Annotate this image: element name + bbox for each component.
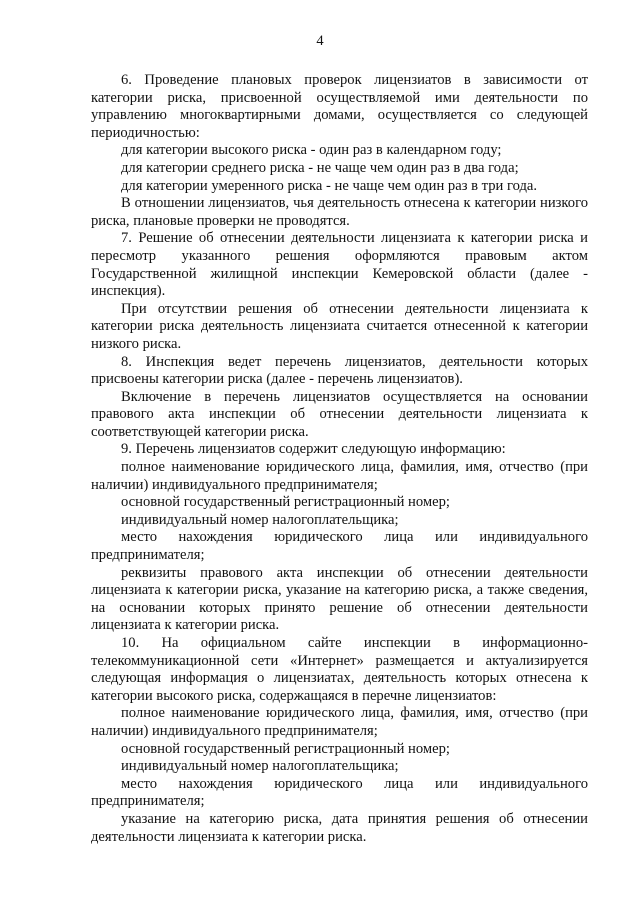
document-body bbox=[91, 72, 588, 846]
paragraph-inclusion: Включение в перечень лицензиатов осуществляется на основании правового акта инспекции об отнесении деятельности лицензиата к соответствующей категории риска. bbox=[91, 388, 588, 440]
list-item-inn: индивидуальный номер налогоплательщика; bbox=[121, 511, 399, 528]
list-item-full-name: полное наименование юридического лица, фамилия, имя, отчество (при наличии) индивидуального предпринимателя; bbox=[91, 459, 588, 493]
page-number: 4 bbox=[316, 33, 324, 49]
paragraph-10: 10. На официальном сайте инспекции в информационно-телекоммуникационной сети «Интернет» размещается и актуализируется следующая информация о лицензиатах, деятельность которых отнесена к категории высокого риска, содержащаяся в перечне лицензиатов: bbox=[91, 635, 588, 704]
paragraph-6: 6. Проведение плановых проверок лицензиатов в зависимости от категории риска, присвоенной осуществляемой ими деятельности по управлению многоквартирными домами, осуществляется со следующей периодичностью: bbox=[91, 72, 588, 141]
list-item-act-details: реквизиты правового акта инспекции об отнесении деятельности лицензиата к категории риска, указание на категорию риска, а также сведения, на основании которых принято решение об отнесении деятельности лицензиата к категории риска. bbox=[91, 564, 588, 634]
list-item-inn-2: индивидуальный номер налогоплательщика; bbox=[121, 758, 399, 775]
list-item-ogrn-2: основной государственный регистрационный номер; bbox=[121, 740, 450, 757]
paragraph-8: 8. Инспекция ведет перечень лицензиатов, деятельности которых присвоены категории риска (далее - перечень лицензиатов). bbox=[91, 353, 588, 388]
list-item-full-name-2: полное наименование юридического лица, фамилия, имя, отчество (при наличии) индивидуального предпринимателя; bbox=[91, 705, 588, 739]
list-item-ogrn: основной государственный регистрационный номер; bbox=[121, 494, 450, 511]
list-item-location: место нахождения юридического лица или индивидуального предпринимателя; bbox=[91, 529, 588, 564]
list-item-moderate-risk: для категории умеренного риска - не чаще чем один раз в три года. bbox=[121, 177, 538, 194]
paragraph-7: 7. Решение об отнесении деятельности лицензиата к категории риска и пересмотр указанного решения оформляются правовым актом Государственной жилищной инспекции Кемеровской области (далее - инспекция). bbox=[91, 230, 588, 300]
list-item-location-2: место нахождения юридического лица или индивидуального предпринимателя; bbox=[91, 775, 588, 810]
paragraph-low-risk: В отношении лицензиатов, чья деятельность отнесена к категории низкого риска, плановые проверки не проводятся. bbox=[91, 195, 588, 229]
paragraph-9: 9. Перечень лицензиатов содержит следующую информацию: bbox=[121, 441, 506, 458]
list-item-medium-risk: для категории среднего риска - не чаще чем один раз в два года; bbox=[121, 159, 519, 176]
paragraph-no-decision: При отсутствии решения об отнесении деятельности лицензиата к категории риска деятельность лицензиата считается отнесенной к категории низкого риска. bbox=[91, 300, 588, 352]
list-item-risk-date: указание на категорию риска, дата принятия решения об отнесении деятельности лицензиата к категории риска. bbox=[91, 810, 588, 845]
list-item-high-risk: для категории высокого риска - один раз в календарном году; bbox=[121, 142, 502, 159]
